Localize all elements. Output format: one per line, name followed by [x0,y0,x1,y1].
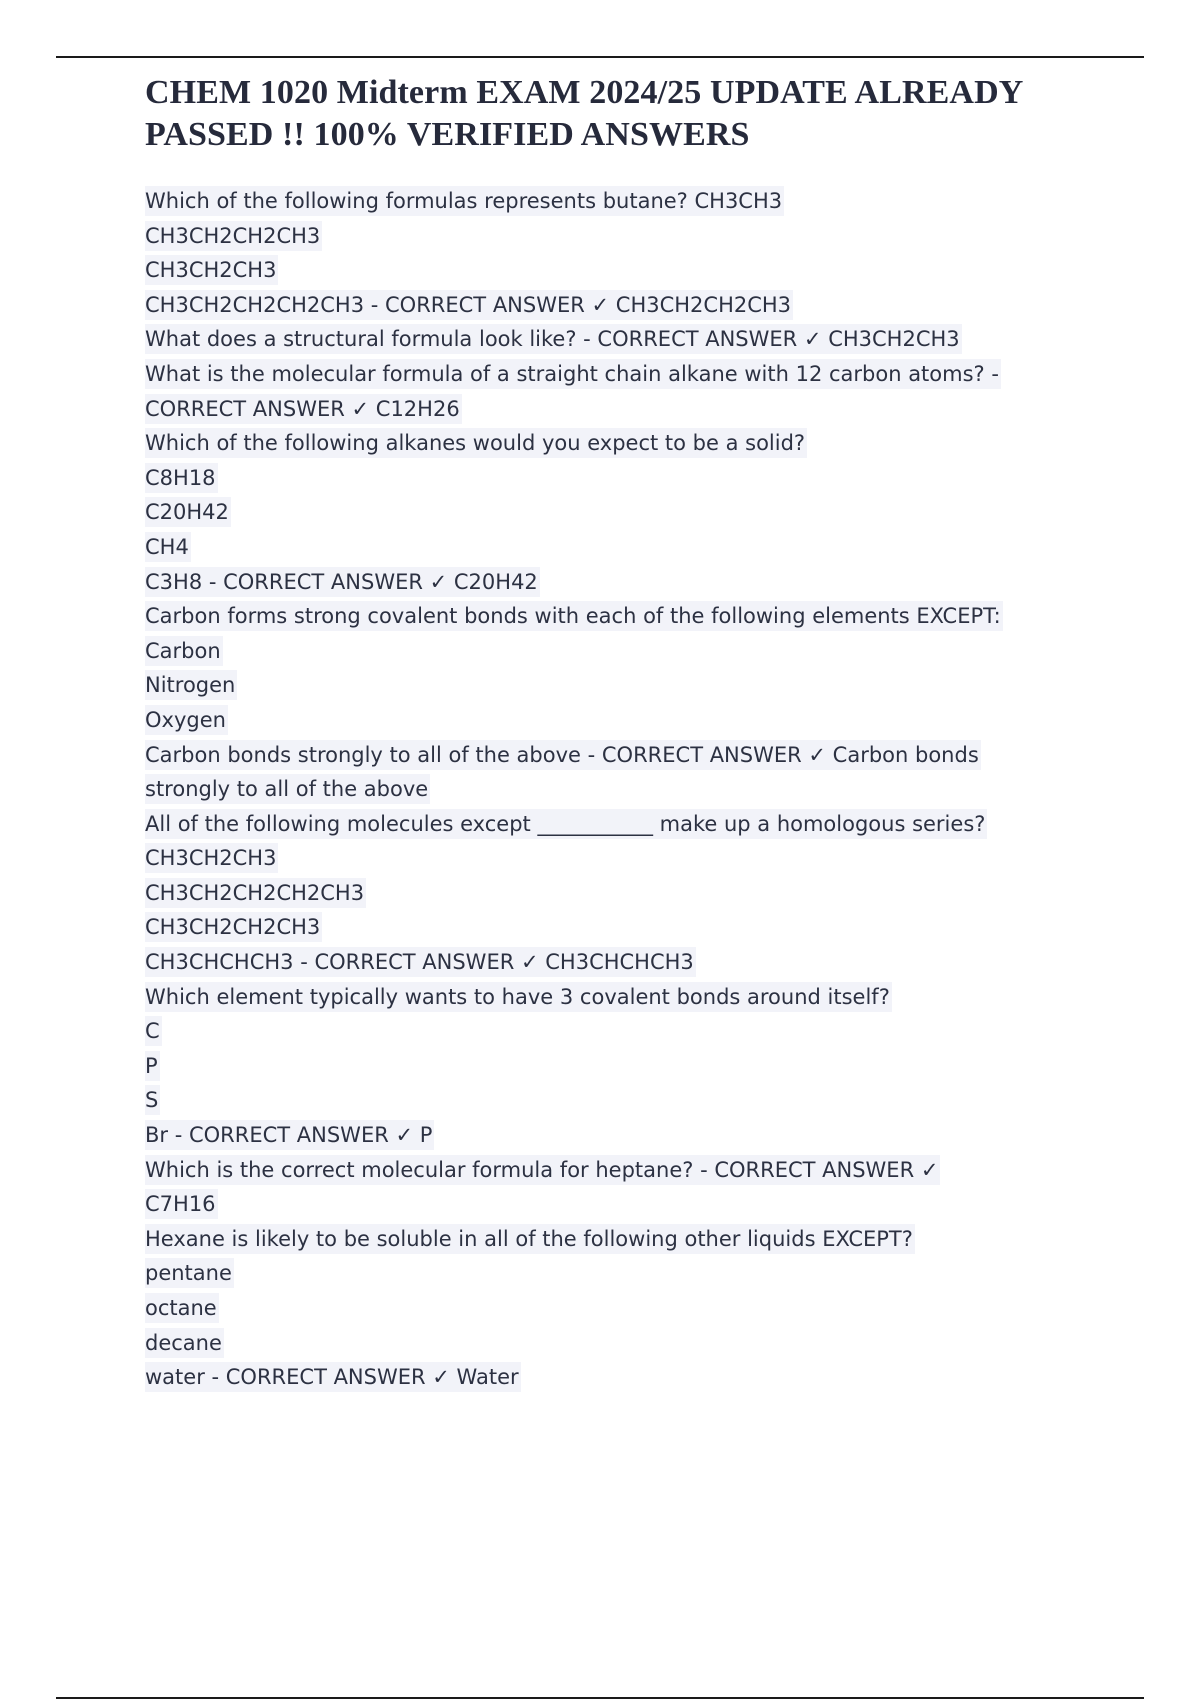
text-line: CH3CH2CH2CH2CH3 [145,876,1135,911]
text-line: octane [145,1291,1135,1326]
title-line-2: PASSED !! 100% VERIFIED ANSWERS [145,116,750,153]
text-line: S [145,1083,1135,1118]
text-line: C [145,1014,1135,1049]
text-line: Nitrogen [145,668,1135,703]
text-line: decane [145,1326,1135,1361]
document-title [145,72,1135,156]
text-line: CH3CH2CH2CH2CH3 - CORRECT ANSWER ✓ CH3CH2CH2CH3 [145,288,1135,323]
text-line: pentane [145,1256,1135,1291]
text-line: What is the molecular formula of a straight chain alkane with 12 carbon atoms? - [145,357,1135,392]
text-line: Br - CORRECT ANSWER ✓ P [145,1118,1135,1153]
text-line: Which of the following alkanes would you expect to be a solid? [145,426,1135,461]
text-line: Which of the following formulas represents butane? CH3CH3 [145,184,1135,219]
text-line: CORRECT ANSWER ✓ C12H26 [145,392,1135,427]
text-line: C20H42 [145,495,1135,530]
text-line: Oxygen [145,703,1135,738]
text-line: Carbon [145,634,1135,669]
text-line: Which element typically wants to have 3 covalent bonds around itself? [145,980,1135,1015]
qa-content [145,184,1135,1395]
text-line: C3H8 - CORRECT ANSWER ✓ C20H42 [145,565,1135,600]
text-line: P [145,1049,1135,1084]
text-line: CH3CH2CH3 [145,841,1135,876]
text-line: CH3CH2CH2CH3 [145,219,1135,254]
text-line: CH3CHCHCH3 - CORRECT ANSWER ✓ CH3CHCHCH3 [145,945,1135,980]
text-line: CH3CH2CH2CH3 [145,910,1135,945]
text-line: C8H18 [145,461,1135,496]
text-line: Carbon bonds strongly to all of the above - CORRECT ANSWER ✓ Carbon bonds [145,738,1135,773]
text-line: Which is the correct molecular formula for heptane? - CORRECT ANSWER ✓ [145,1153,1135,1188]
document-page [145,72,1135,1395]
text-line: water - CORRECT ANSWER ✓ Water [145,1360,1135,1395]
text-line: All of the following molecules except ___________ make up a homologous series? [145,807,1135,842]
text-line: Hexane is likely to be soluble in all of the following other liquids EXCEPT? [145,1222,1135,1257]
top-rule [56,56,1144,58]
text-line: CH3CH2CH3 [145,253,1135,288]
text-line: C7H16 [145,1187,1135,1222]
text-line: CH4 [145,530,1135,565]
text-line: Carbon forms strong covalent bonds with each of the following elements EXCEPT: [145,599,1135,634]
text-line: strongly to all of the above [145,772,1135,807]
text-line: What does a structural formula look like? - CORRECT ANSWER ✓ CH3CH2CH3 [145,322,1135,357]
bottom-rule [56,1697,1144,1699]
title-line-1: CHEM 1020 Midterm EXAM 2024/25 UPDATE ALREADY [145,74,1024,111]
